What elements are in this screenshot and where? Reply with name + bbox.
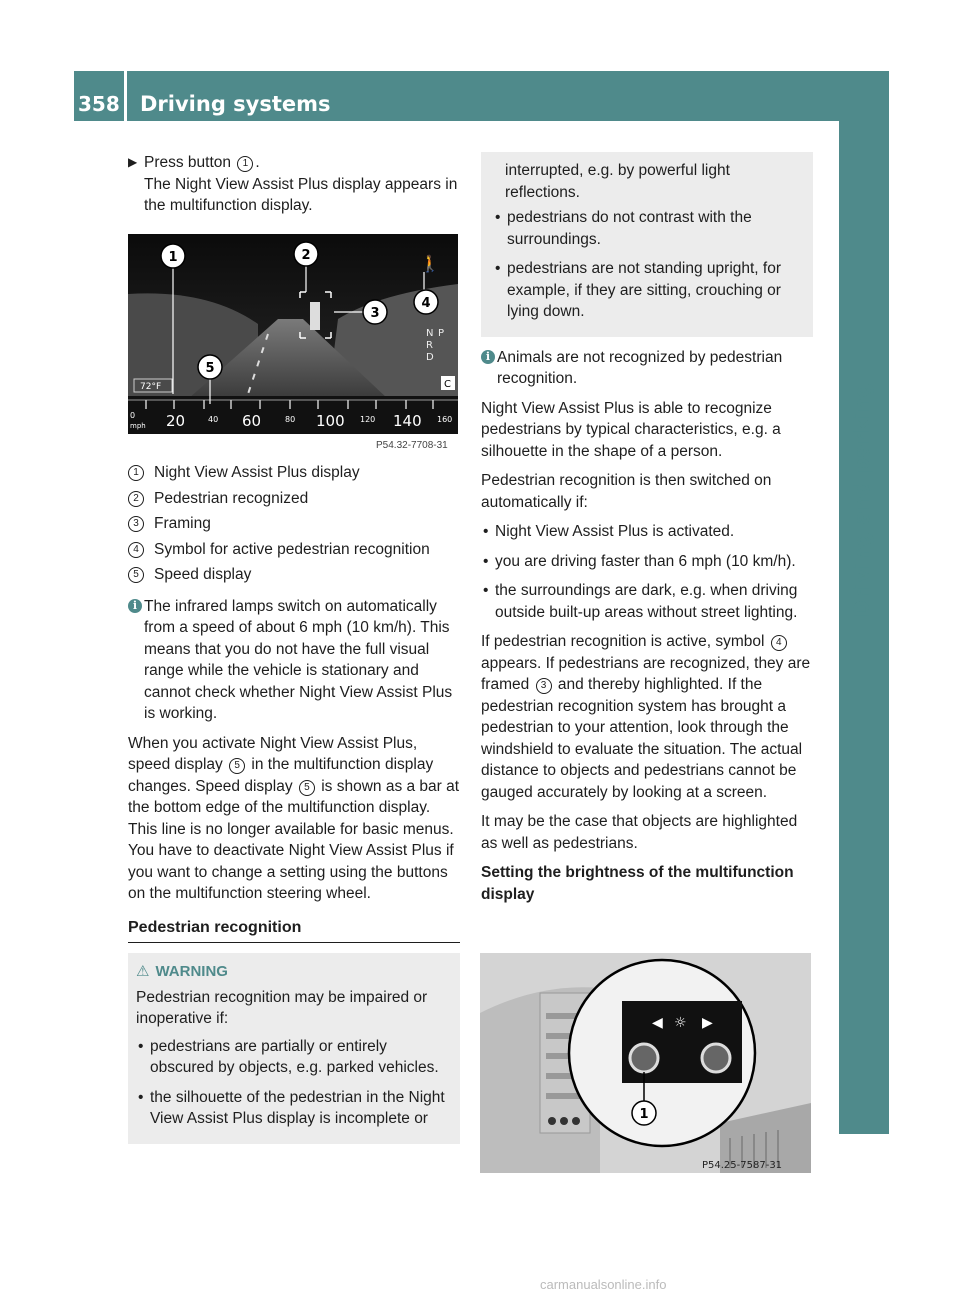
svg-text:60: 60 [242,412,262,430]
section-heading: Pedestrian recognition [128,917,460,944]
night-view-figure [128,234,458,434]
svg-text:C: C [444,379,451,390]
pedestrian-silhouette [310,302,320,330]
legend-item: 5 Speed display [128,564,460,586]
svg-text:N: N [426,328,434,339]
legend-item: 2 Pedestrian recognized [128,488,460,510]
svg-text:D: D [426,352,434,363]
svg-text:0: 0 [130,411,136,420]
svg-text:140: 140 [393,412,422,430]
right-column: interrupted, e.g. by powerful light reflections. • pedestrians do not contrast with the surroundings. • pedestrians are not standing upright, for example, if they are sitting, crouching or lying down. i Animals are not recognized by pedestrian recognition. Night View Assist Plus is able to recognize pedestrians by typical characteristics, e.g. a silhouette in the shape of a person. Pedestrian recognition is then switched on automatically if: • Night View Assist Plus is activated. • you are driving faster than 6 mph (10 km/h). • the surroundings are dark, e.g. when driving outside built-up areas without street lighting. If pedestrian recognition is active, symbol 4 appears. If pedestrians are recognized, they are framed 3 and thereby highlighted. If the pedestrian recognition system has brought a pedestrian to your attention, look through the windshield to evaluate the situation. The actual distance to objects and pedestrians cannot be gauged accurately by looking at a screen. It may be the case that objects are highlighted as well as pedestrians. Setting the brightness of the multifunction display [481,152,813,911]
callout-3: 3 [370,306,380,321]
header-divider [124,71,127,121]
info-icon: i [128,599,142,613]
paragraph: If pedestrian recognition is active, symbol 4 appears. If pedestrians are recognized, they are framed 3 and thereby highlighted. If the pedestrian recognition system has brought a pedestrian to your attention, look through the windshield to evaluate the situation. The actual distance to objects and pedestrians cannot be gauged accurately by looking at a screen. [481,633,811,801]
footer-watermark: carmanualsonline.info [540,1277,667,1292]
svg-text:20: 20 [166,412,186,430]
svg-text:160: 160 [437,415,453,424]
svg-text:80: 80 [285,415,296,424]
side-tab [839,121,889,1134]
page-number: 358 [78,92,120,116]
callout-5: 5 [205,361,215,376]
warning-bullet: • the silhouette of the pedestrian in the Night View Assist Plus display is incomplete or [138,1088,445,1127]
legend-item: 3 Framing [128,513,460,535]
warning-bullet: • pedestrians are partially or entirely obscured by objects, e.g. parked vehicles. [138,1037,439,1076]
svg-text:P: P [438,328,445,339]
info-note: i The infrared lamps switch on automatically from a speed of about 6 mph (10 km/h). This means that you do not have the full visual range while the vehicle is stationary and cannot check whether Night View Assist Plus is working. [128,596,460,725]
svg-text:40: 40 [208,415,219,424]
warning-bullet: • pedestrians do not contrast with the surroundings. [495,209,752,248]
condition-bullet: • you are driving faster than 6 mph (10 km/h). [483,552,796,570]
svg-text:mph: mph [130,422,146,430]
warning-box-continued: interrupted, e.g. by powerful light reflections. • pedestrians do not contrast with the surroundings. • pedestrians are not standing upright, for example, if they are sitting, crouching or lying down. [481,152,813,337]
warning-title: ⚠ WARNING [136,961,452,983]
brightness-button-figure [480,953,811,1173]
left-column [128,152,460,225]
paragraph: When you activate Night View Assist Plus, speed display 5 in the multifunction display changes. Speed display 5 is shown as a bar at the bottom edge of the multifunction display. This line is no longer available for basic menus. You have to deactivate Night View Assist Plus if you want to change a setting using the buttons on the multifunction steering wheel. [128,734,460,902]
condition-bullet: • the surroundings are dark, e.g. when driving outside built-up areas without street lighting. [483,582,798,621]
svg-text:R: R [426,340,433,351]
condition-bullet: • Night View Assist Plus is activated. [483,523,735,540]
warning-triangle-icon: ⚠ [136,963,150,980]
header-title: Driving systems [140,92,331,116]
callout-1: 1 [168,250,178,265]
figure-1-caption: P54.32-7708-31 [376,440,448,451]
svg-text:120: 120 [360,415,376,424]
left-arrow-icon: ◀ [652,1015,663,1031]
right-arrow-icon: ▶ [702,1015,713,1031]
legend-item: 4 Symbol for active pedestrian recognition [128,539,460,561]
figure-2-caption: P54.25-7587-31 [702,1160,783,1171]
temperature-readout: 72°F [140,382,162,392]
callout-2: 2 [301,248,311,263]
callout-4: 4 [421,296,431,311]
legend-item: 1 Night View Assist Plus display [128,462,460,484]
subheading: Setting the brightness of the multifunction display [481,864,794,903]
instruction-step: ▶ Press button 1 . The Night View Assist Plus display appears in the multifunction display. [128,154,458,214]
warning-bullet: • pedestrians are not standing upright, for example, if they are sitting, crouching or lying down. [495,260,782,320]
svg-text:100: 100 [316,412,345,430]
arrow-icon: ▶ [128,155,138,169]
pedestrian-symbol-icon: 🚶 [420,254,440,273]
info-icon: i [481,350,495,364]
warning-box: ⚠ WARNING Pedestrian recognition may be impaired or inoperative if: • pedestrians are partially or entirely obscured by objects, e.g. parked vehicles. • the silhouette of the pedestrian in the Night View Assist Plus display is incomplete or [128,953,460,1144]
info-note: i Animals are not recognized by pedestrian recognition. [481,347,813,390]
callout-1: 1 [639,1107,649,1122]
brightness-icon: ☼ [674,1015,687,1031]
left-column-body [128,462,460,1144]
callout-ref: 1 [237,156,253,172]
